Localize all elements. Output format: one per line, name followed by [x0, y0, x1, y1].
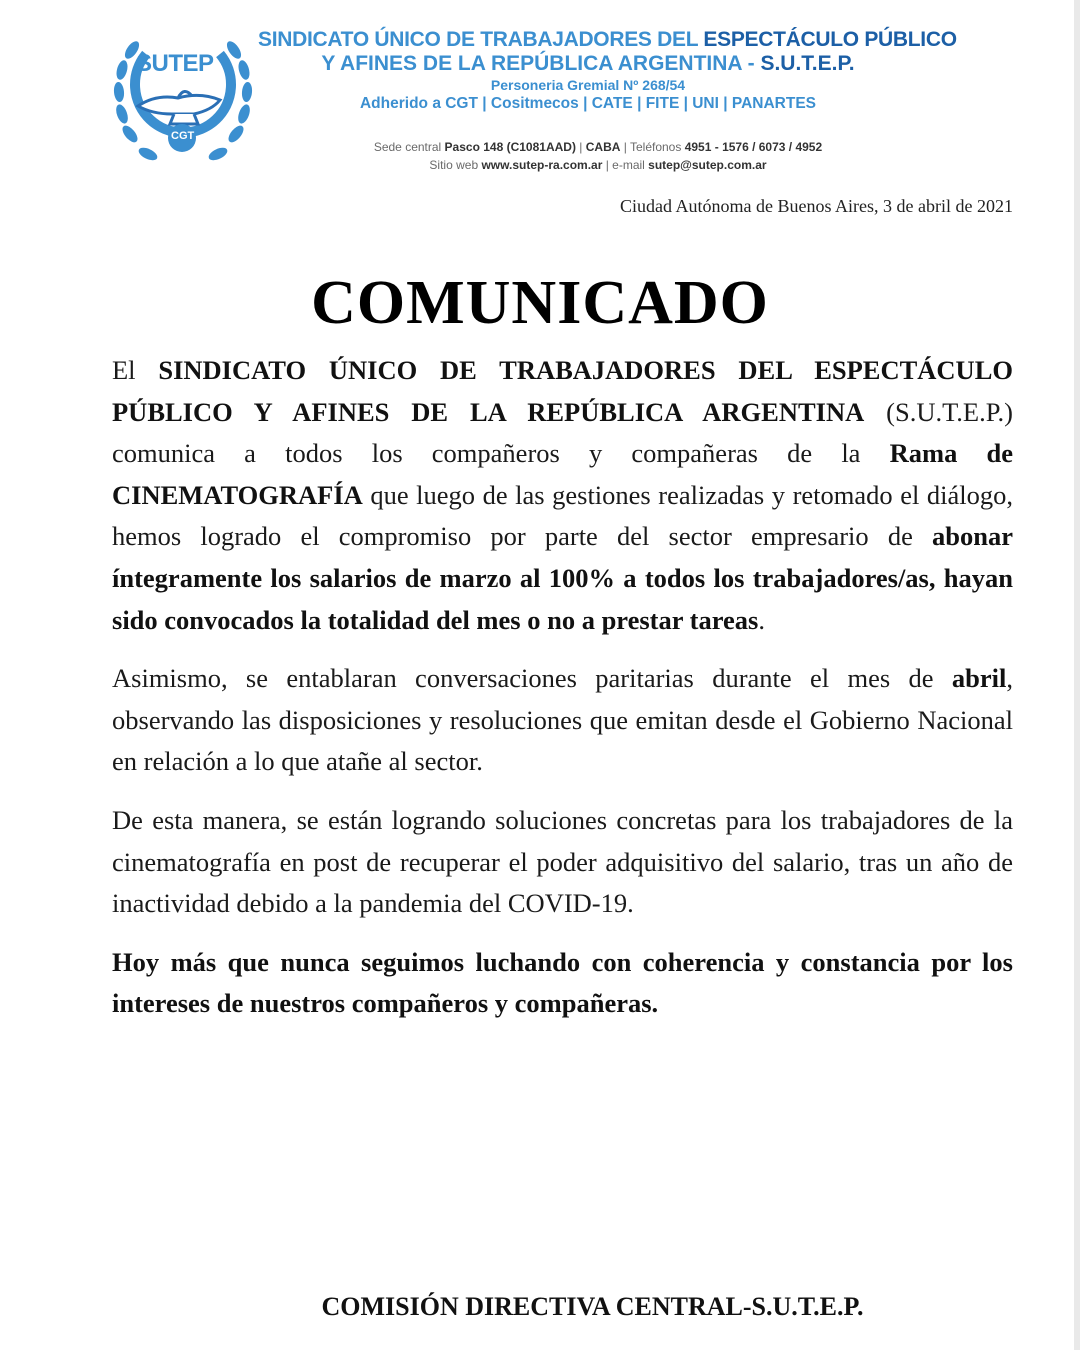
city: CABA	[585, 140, 621, 154]
paragraph-1	[112, 350, 1013, 641]
sutep-logo	[108, 14, 258, 174]
paragraph-3	[112, 800, 1013, 925]
org-name-line-1	[258, 28, 957, 52]
bold-text: abril	[951, 663, 1007, 694]
personeria-gremial: Personeria Gremial Nº 268/54	[490, 77, 686, 93]
address-line	[258, 138, 938, 156]
address-label: Sede central	[373, 140, 445, 154]
logo-wordmark: SUTEP	[136, 50, 214, 77]
letterhead	[258, 28, 957, 114]
bold-text: Rama de CINEMATOGRAFÍA	[112, 438, 1014, 510]
address: Pasco 148 (C1081AAD)	[444, 140, 576, 154]
page-edge	[1074, 0, 1080, 1350]
org-name-part: SINDICATO ÚNICO DE TRABAJADORES DEL	[258, 28, 704, 51]
website-label: Sitio web	[429, 158, 482, 172]
bold-text: Hoy más que nunca seguimos luchando con coherencia y constancia por los intereses de nuestros compañeros y compañeras.	[112, 946, 1013, 1019]
document-date: Ciudad Autónoma de Buenos Aires, 3 de abril de 2021	[620, 196, 1013, 216]
phone-label: | Teléfonos	[620, 140, 685, 154]
text: (S.U.T.E.P.) comunica a todos los compañeros y compañeras de la	[112, 396, 1013, 469]
web-line	[258, 156, 938, 174]
bold-text: SINDICATO ÚNICO DE TRABAJADORES DEL ESPECTÁCULO PÚBLICO Y AFINES DE LA REPÚBLICA ARGENTINA	[112, 355, 1013, 427]
paragraph-4	[112, 942, 1013, 1025]
phone-numbers: 4951 - 1576 / 6073 / 4952	[684, 140, 823, 154]
text: El	[112, 355, 159, 385]
document-title: COMUNICADO	[311, 269, 769, 337]
signature: COMISIÓN DIRECTIVA CENTRAL-S.U.T.E.P.	[321, 1292, 864, 1321]
email-label: | e-mail	[602, 158, 649, 172]
text: Asimismo, se entablaran conversaciones paritarias durante el mes de	[112, 663, 952, 694]
text: De esta manera, se están logrando soluciones concretas para los trabajadores de la cinematografía en post de recuperar el poder adquisitivo del salario, tras un año de inactividad debido a la pandemia del COVID-19.	[112, 804, 1013, 919]
text: que luego de las gestiones realizadas y retomado el diálogo, hemos logrado el compromiso por parte del sector empresario de	[112, 479, 1013, 552]
text: .	[758, 604, 765, 635]
text: , observando las disposiciones y resoluciones que emitan desde el Gobierno Nacional en relación a lo que atañe al sector.	[112, 663, 1013, 777]
org-acronym: S.U.T.E.P.	[760, 52, 855, 75]
logo-badge: CGT	[171, 130, 195, 142]
separator: |	[575, 140, 586, 154]
bold-text: abonar íntegramente los salarios de marzo al 100% a todos los trabajadores/as, hayan sido convocados la totalidad del mes o no a prestar tareas	[112, 521, 1013, 635]
org-name-part: Y AFINES DE LA REPÚBLICA ARGENTINA -	[321, 52, 761, 75]
org-name-part-dark: ESPECTÁCULO PÚBLICO	[703, 28, 957, 51]
document-body	[112, 350, 1013, 1025]
website-link[interactable]: www.sutep-ra.com.ar	[481, 158, 603, 172]
email-link[interactable]: sutep@sutep.com.ar	[648, 158, 767, 172]
org-name-line-2	[258, 52, 918, 76]
paragraph-2	[112, 658, 1013, 783]
contact-info	[258, 138, 938, 174]
affiliations: Adherido a CGT | Cositmecos | CATE | FITE | UNI | PANARTES	[359, 95, 816, 112]
